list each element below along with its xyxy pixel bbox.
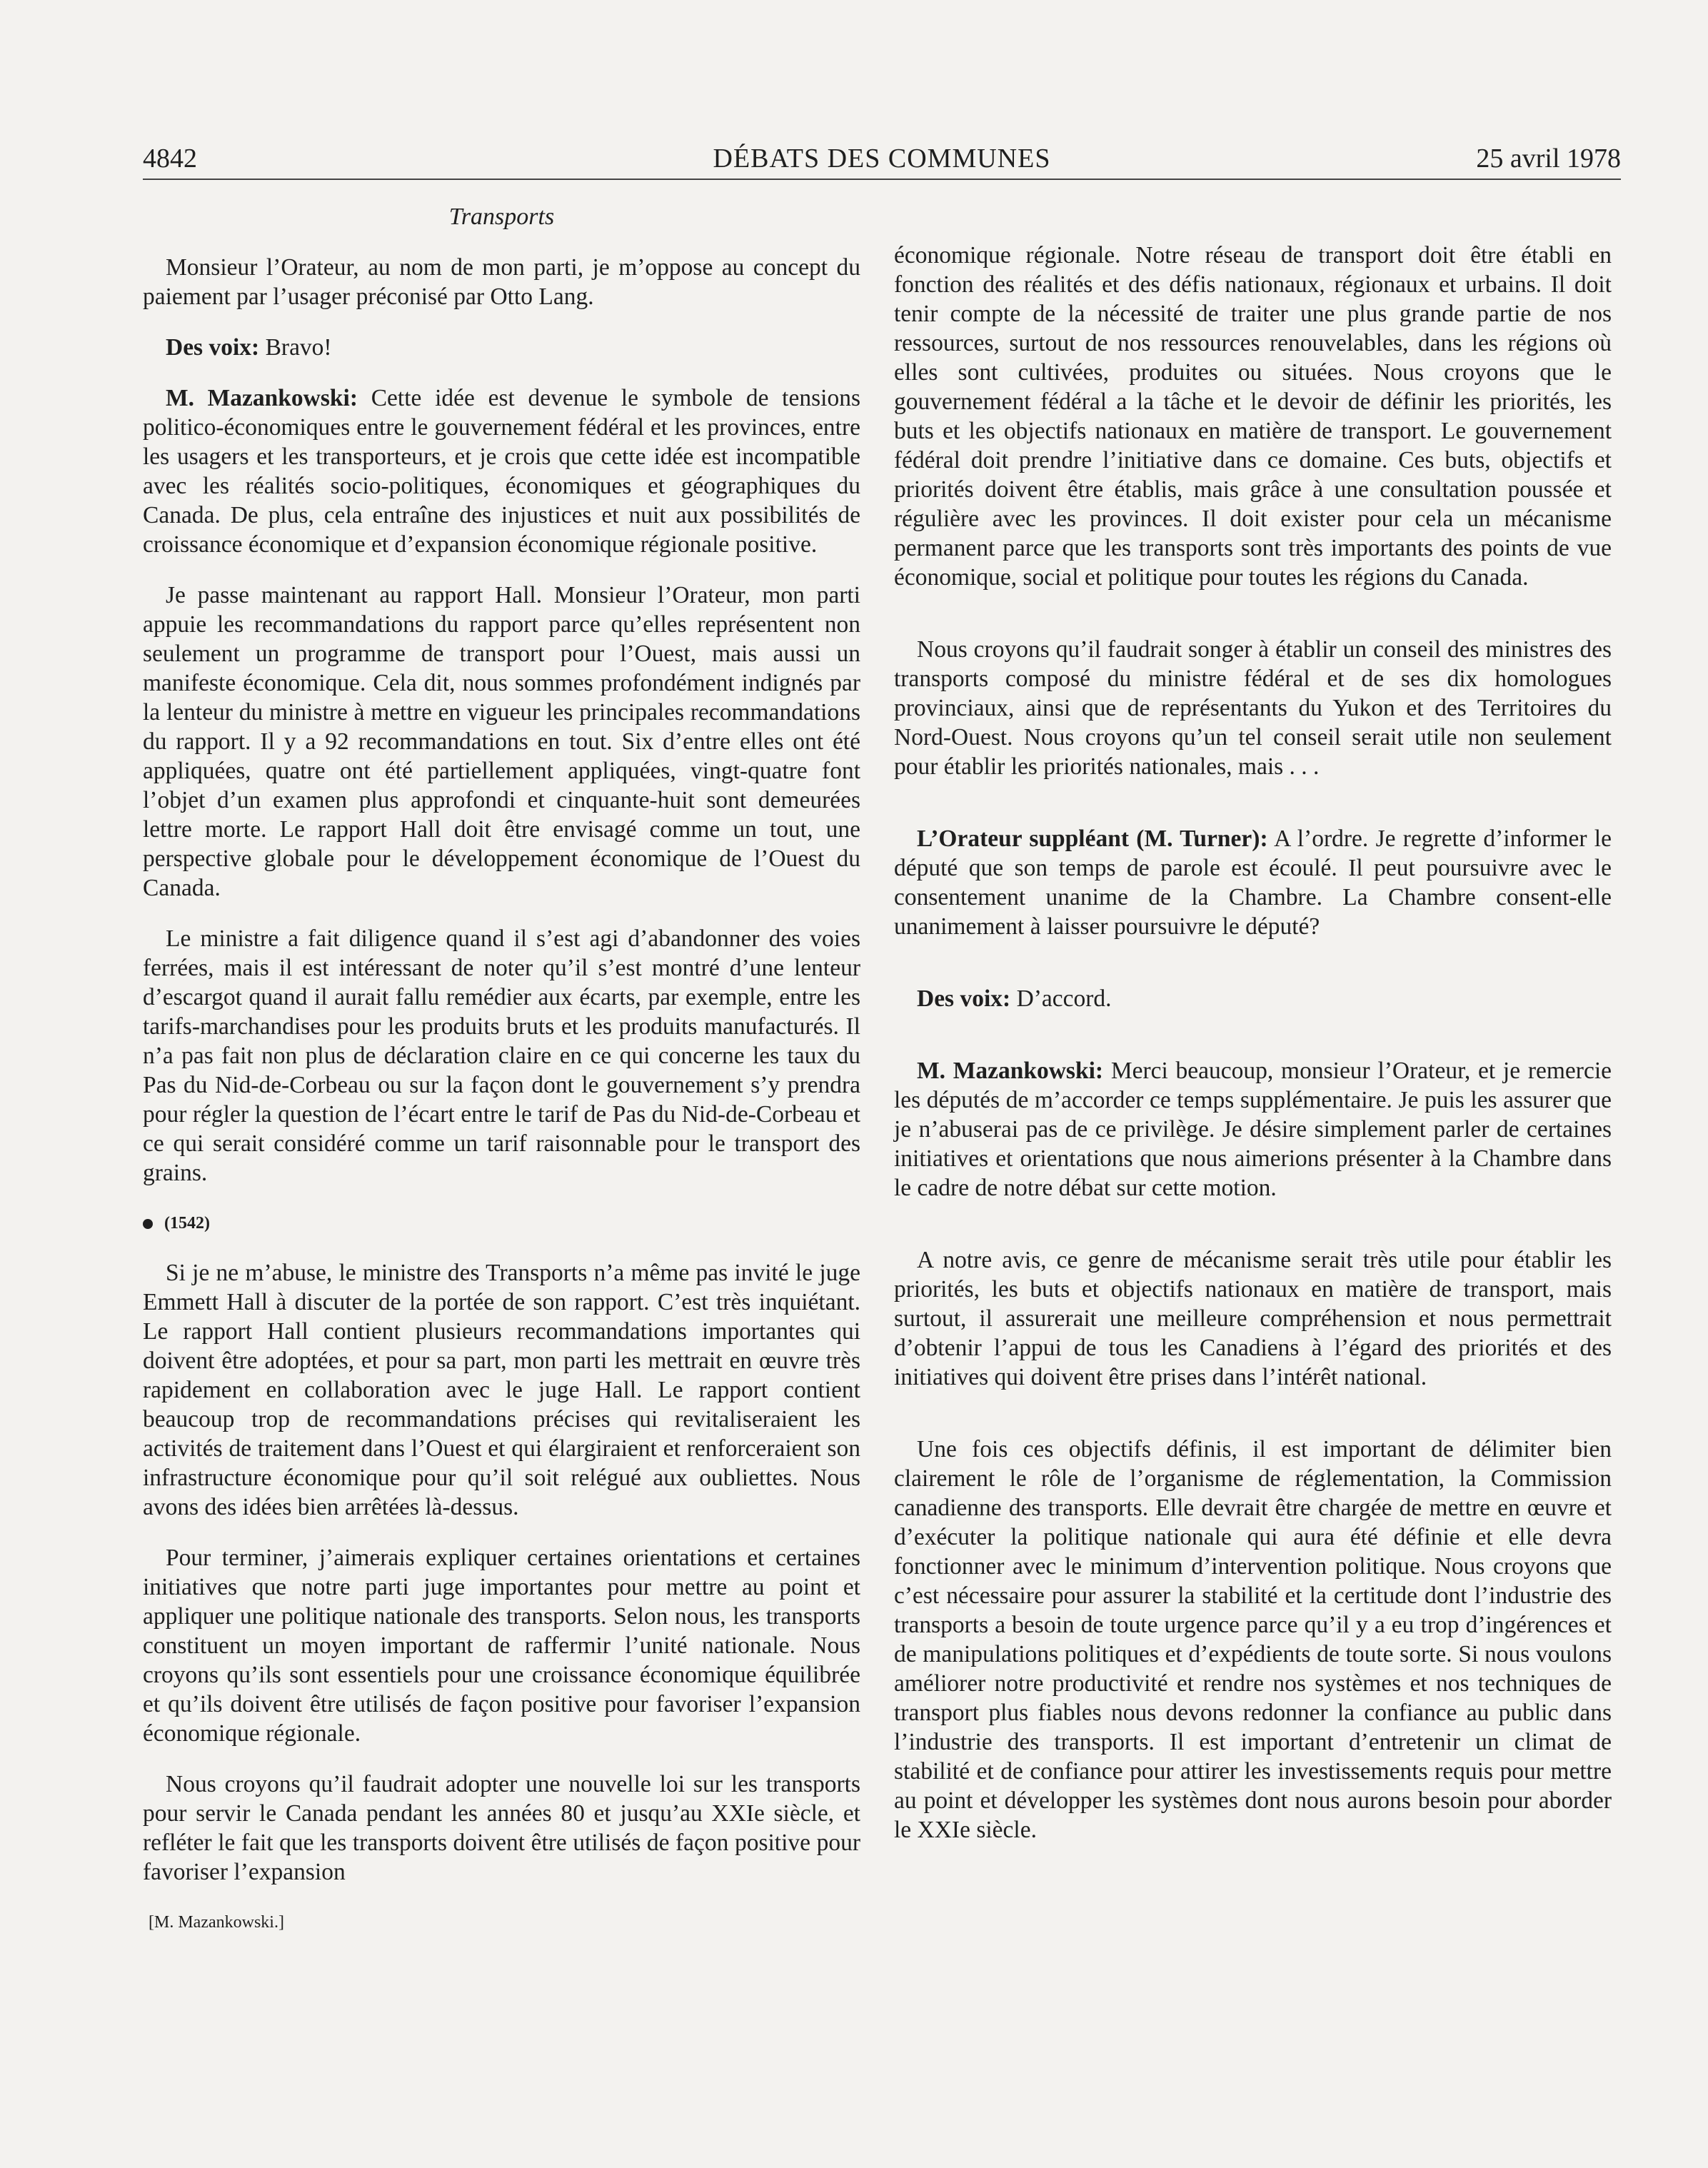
right-column	[894, 241, 1612, 1866]
speaker-name: Des voix:	[166, 334, 260, 361]
speaker-name: L’Orateur suppléant (M. Turner):	[917, 825, 1268, 852]
speech	[894, 824, 1612, 941]
left-column	[143, 202, 860, 1959]
paragraph: Le ministre a fait diligence quand il s’est agi d’abandonner des voies ferrées, mais il est intéressant de noter qu’il s’est montré d’une lenteur d’escargot quand il aurait fallu remédier aux écarts, par exemple, entre les tarifs-marchandises pour les produits bruts et les produits manufacturés. Il n’a pas fait non plus de déclaration claire en ce qui concerne les taux du Pas du Nid-de-Corbeau ou sur la façon dont le gouvernement s’y prendra pour régler la question de l’écart entre le tarif de Pas du Nid-de-Corbeau et ce qui serait considéré comme un tarif raisonnable pour le transport des grains.	[143, 925, 860, 1186]
page-header	[143, 143, 1621, 180]
bullet-icon	[143, 1219, 153, 1229]
paragraph: Une fois ces objectifs définis, il est important de délimiter bien clairement le rôle de l’organisme de réglementation, la Commission canadienne des transports. Elle devrait être chargée de mettre en œuvre et d’exécuter la politique nationale qui aura été définie et elle devra fonctionner avec le minimum d’intervention politique. Nous croyons que c’est nécessaire pour assurer la stabilité et la certitude dont l’industrie des transports a besoin de toute urgence parce qu’il y a eu trop d’ingérences et de manipulations politiques et d’expédients de toute sorte. Si nous voulons améliorer notre productivité et rendre nos systèmes et nos techniques de transport plus fiables nous devons redonner la confiance au public dans l’industrie des transports. Il est important d’entretenir un climat de stabilité et de confiance pour attirer les investissements requis pour mettre au point et développer les systèmes dont nous aurons besoin pour aborder le XXIe siècle.	[894, 1436, 1612, 1843]
speaker-name: M. Mazankowski:	[917, 1058, 1104, 1084]
speech	[894, 984, 1612, 1013]
speaker-attribution: [M. Mazankowski.]	[149, 1913, 284, 1932]
page-number: 4842	[143, 144, 197, 174]
speaker-name: M. Mazankowski:	[166, 385, 358, 411]
speech	[143, 333, 860, 362]
publication-title: DÉBATS DES COMMUNES	[713, 144, 1051, 174]
time-marker-text: (1542)	[164, 1214, 210, 1233]
paragraph: Si je ne m’abuse, le ministre des Transports n’a même pas invité le juge Emmett Hall à discuter de la portée de son rapport. C’est très inquiétant. Le rapport Hall contient plusieurs recommandations importantes qui doivent être adoptées, et pour sa part, mon parti les mettrait en œuvre très rapidement en collaboration avec le juge Hall. Le rapport contient beaucoup trop de recommandations précises qui revitaliseraient les activités de traitement dans l’Ouest et qui élargiraient et renforceraient son infrastructure économique pour qu’il soit relégué aux oubliettes. Nous avons des idées bien arrêtées là-dessus.	[143, 1260, 860, 1520]
publication-date: 25 avril 1978	[1476, 144, 1621, 174]
paragraph: Je passe maintenant au rapport Hall. Monsieur l’Orateur, mon parti appuie les recommandations du rapport parce qu’elles représentent non seulement un programme de transport pour l’Ouest, mais aussi un manifeste économique. Cela dit, nous sommes profondément indignés par la lenteur du ministre à mettre en vigueur les principales recommandations du rapport. Il y a 92 recommandations en tout. Six d’entre elles ont été appliquées, quatre ont été partiellement appliquées, vingt-quatre font l’objet d’un examen plus approfondi et cinquante-huit sont demeurées lettre morte. Le rapport Hall doit être envisagé comme un tout, une perspective globale pour le développement économique de l’Ouest du Canada.	[143, 582, 860, 901]
time-marker	[143, 1209, 860, 1238]
speech-text: Cette idée est devenue le symbole de tensions politico-économiques entre le gouvernement fédéral et les provinces, entre les usagers et les transporteurs, et je crois que cette idée est incompatible avec les réalités socio-politiques, économiques et géographiques du Canada. De plus, cela entraîne des injustices et nuit aux possibilités de croissance économique et d’expansion économique régionale positive.	[143, 385, 860, 558]
speech	[894, 1056, 1612, 1203]
paragraph: économique régionale. Notre réseau de transport doit être établi en fonction des réalités et des défis nationaux, régionaux et urbains. Il doit tenir compte de la nécessité de traiter une plus grande partie de nos ressources, surtout de nos ressources renouvelables, dans les régions où elles sont cultivées, produites ou situées. Nous croyons que le gouvernement fédéral a la tâche et le devoir de définir les priorités, les buts et les objectifs nationaux en matière de transport. Le gouvernement fédéral doit prendre l’initiative dans ce domaine. Ces buts, objectifs et priorités doivent être établis, mais grâce à une consultation poussée et régulière avec les provinces. Il doit exister pour cela un mécanisme permanent parce que les transports sont très importants des points de vue économique, social et politique pour toutes les régions du Canada.	[894, 242, 1612, 591]
speech-text: A l’ordre. Je regrette d’informer le député que son temps de parole est écoulé. Il peut poursuivre avec le consentement unanime de la Chambre. La Chambre consent-elle unanimement à laisser poursuivre le député?	[894, 825, 1612, 940]
paragraph: Monsieur l’Orateur, au nom de mon parti, je m’oppose au concept du paiement par l’usager préconisé par Otto Lang.	[143, 254, 860, 310]
speech	[143, 383, 860, 559]
section-title: Transports	[448, 204, 555, 230]
paragraph: Pour terminer, j’aimerais expliquer certaines orientations et certaines initiatives que notre parti juge importantes pour mettre au point et appliquer une politique nationale des transports. Selon nous, les transports constituent un moyen important de raffermir l’unité nationale. Nous croyons qu’ils sont essentiels pour une croissance économique équilibrée et qu’ils doivent être utilisés de façon positive pour favoriser l’expansion économique régionale.	[143, 1545, 860, 1747]
paragraph: A notre avis, ce genre de mécanisme serait très utile pour établir les priorités, les buts et objectifs nationaux en matière de transport, mais surtout, il assurerait une meilleure compréhension et nous permettrait d’obtenir l’appui de tous les Canadiens à l’égard des priorités et des initiatives qui doivent être prises dans l’intérêt national.	[894, 1247, 1612, 1390]
paragraph: Nous croyons qu’il faudrait adopter une nouvelle loi sur les transports pour servir le Canada pendant les années 80 et jusqu’au XXIe siècle, et refléter le fait que les transports doivent être utilisés de façon positive pour favoriser l’expansion	[143, 1771, 860, 1885]
speech-text: D’accord.	[1010, 985, 1112, 1012]
speaker-name: Des voix:	[917, 985, 1011, 1012]
paragraph: Nous croyons qu’il faudrait songer à établir un conseil des ministres des transports composé du ministre fédéral et de ses dix homologues provinciaux, ainsi que de représentants du Yukon et des Territoires du Nord-Ouest. Nous croyons qu’un tel conseil serait utile non seulement pour établir les priorités nationales, mais . . .	[894, 636, 1612, 780]
speech-text: Bravo!	[259, 334, 332, 361]
speech-text: Merci beaucoup, monsieur l’Orateur, et je remercie les députés de m’accorder ce temps supplémentaire. Je puis les assurer que je n’abuserai pas de ce privilège. Je désire simplement parler de certaines initiatives et orientations que nous aimerions présenter à la Chambre dans le cadre de notre débat sur cette motion.	[894, 1058, 1612, 1201]
